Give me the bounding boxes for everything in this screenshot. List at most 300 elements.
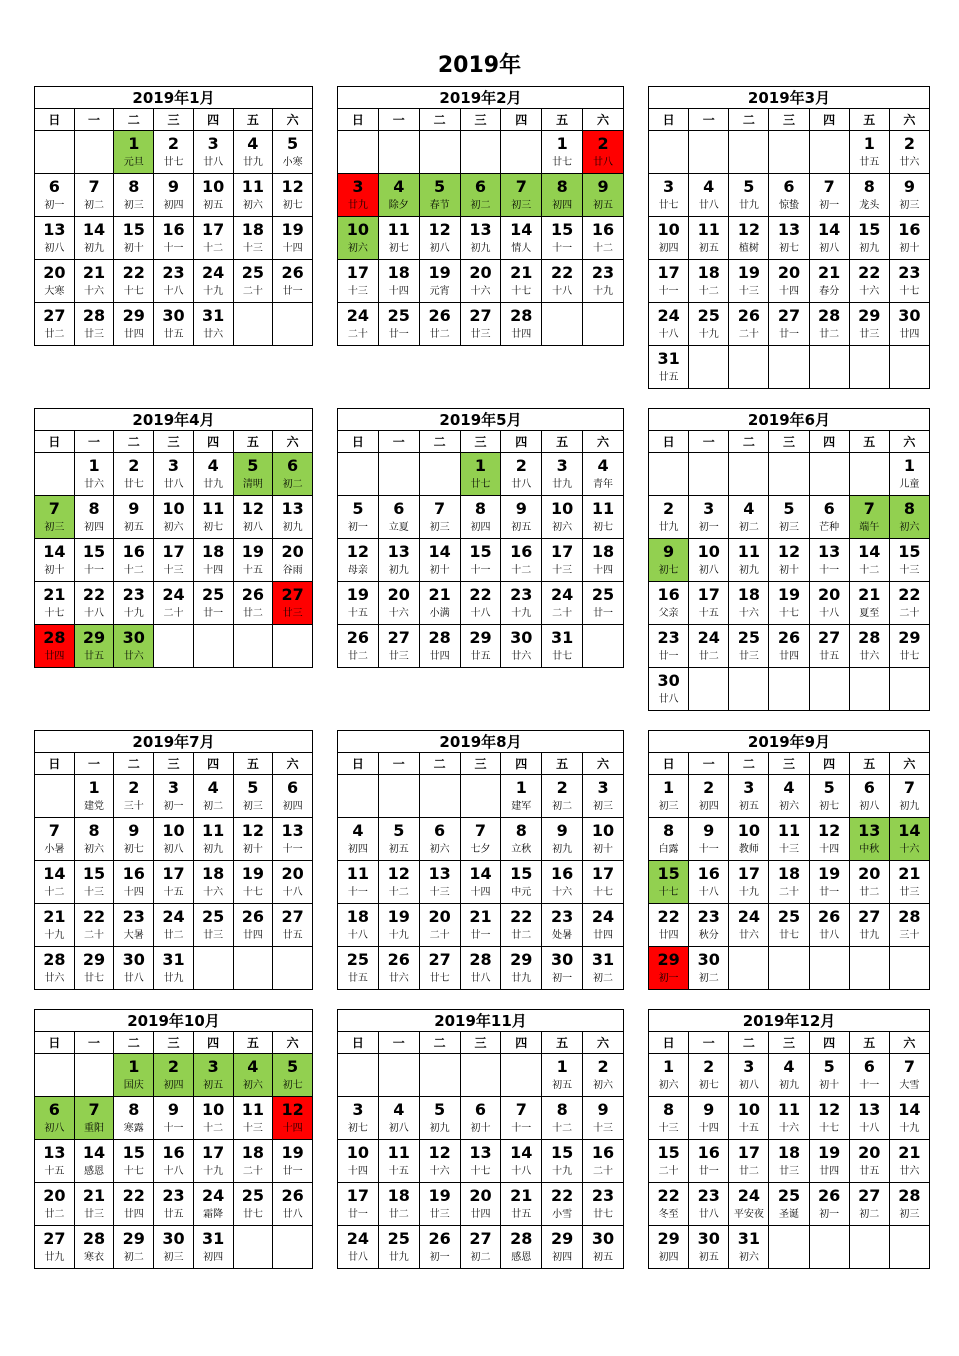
- day-number: 13: [281, 499, 304, 518]
- day-cell: [769, 539, 809, 582]
- lunar-label: 廿五: [859, 157, 880, 168]
- lunar-label: 廿二: [44, 329, 65, 340]
- day-number: 15: [122, 1143, 145, 1162]
- day-number: 27: [281, 907, 304, 926]
- day-cell: [233, 496, 273, 539]
- day-cell: [809, 775, 849, 818]
- lunar-label: 建党: [84, 801, 105, 812]
- day-cell: [378, 861, 419, 904]
- day-number: 26: [818, 907, 841, 926]
- day-cell: [583, 1054, 624, 1097]
- weekday-header: 六: [583, 109, 624, 131]
- lunar-label: 廿三: [778, 1166, 799, 1177]
- empty-day-cell: [419, 1054, 460, 1097]
- lunar-label: 廿九: [44, 1252, 65, 1263]
- month-calendar: [648, 1009, 930, 1269]
- day-number: 14: [43, 542, 66, 561]
- lunar-label: 父亲: [658, 608, 679, 619]
- lunar-label: 十一: [470, 565, 491, 576]
- day-cell: [689, 174, 729, 217]
- day-cell: [849, 582, 889, 625]
- day-number: 28: [898, 1186, 921, 1205]
- lunar-label: 惊蛰: [778, 200, 799, 211]
- day-number: 6: [863, 1057, 875, 1076]
- day-cell: [338, 947, 379, 990]
- day-number: 11: [202, 821, 225, 840]
- day-number: 28: [428, 628, 451, 647]
- day-cell: [35, 861, 75, 904]
- lunar-label: 初五: [738, 801, 759, 812]
- day-number: 26: [281, 263, 304, 282]
- day-number: 24: [551, 585, 574, 604]
- day-number: 18: [202, 864, 225, 883]
- day-cell: [74, 1183, 114, 1226]
- lunar-label: 初一: [347, 522, 368, 533]
- lunar-label: 廿六: [84, 479, 105, 490]
- day-cell: [889, 625, 929, 668]
- empty-day-cell: [769, 1226, 809, 1269]
- day-cell: [501, 1097, 542, 1140]
- day-cell: [849, 539, 889, 582]
- lunar-label: 十二: [698, 286, 719, 297]
- day-cell: [501, 625, 542, 668]
- day-cell: [729, 1097, 769, 1140]
- lunar-label: 端午: [859, 522, 880, 533]
- day-number: 17: [591, 864, 615, 883]
- empty-day-cell: [769, 947, 809, 990]
- lunar-label: 十三: [899, 565, 920, 576]
- lunar-label: 初二: [123, 1252, 144, 1263]
- day-number: 6: [48, 177, 60, 196]
- lunar-label: 廿一: [593, 608, 614, 619]
- lunar-label: 初六: [738, 1252, 759, 1263]
- day-cell: [193, 1140, 233, 1183]
- empty-day-cell: [378, 1054, 419, 1097]
- empty-day-cell: [649, 131, 689, 174]
- weekday-header: 四: [809, 109, 849, 131]
- day-number: 8: [88, 821, 100, 840]
- lunar-label: 初三: [44, 522, 65, 533]
- weekday-header: 六: [273, 753, 313, 775]
- day-number: 14: [510, 1143, 533, 1162]
- day-number: 15: [82, 542, 106, 561]
- day-cell: [338, 217, 379, 260]
- lunar-label: 廿七: [470, 479, 491, 490]
- lunar-label: 十四: [203, 565, 224, 576]
- lunar-label: 廿六: [738, 930, 759, 941]
- weekday-header: 四: [809, 431, 849, 453]
- day-number: 14: [82, 1143, 106, 1162]
- lunar-label: 初四: [282, 801, 303, 812]
- day-cell: [729, 496, 769, 539]
- day-cell: [378, 217, 419, 260]
- weekday-header: 日: [338, 431, 379, 453]
- weekday-header: 二: [419, 109, 460, 131]
- empty-day-cell: [809, 947, 849, 990]
- lunar-label: 二十: [899, 608, 920, 619]
- day-cell: [273, 131, 313, 174]
- lunar-label: 初七: [123, 844, 144, 855]
- day-number: 6: [783, 177, 795, 196]
- day-cell: [649, 904, 689, 947]
- lunar-label: 廿九: [738, 200, 759, 211]
- day-number: 2: [167, 1057, 180, 1076]
- day-cell: [849, 1183, 889, 1226]
- day-cell: [849, 303, 889, 346]
- lunar-label: 初六: [552, 522, 573, 533]
- day-number: 11: [241, 177, 264, 196]
- day-number: 10: [202, 1100, 225, 1119]
- empty-day-cell: [233, 947, 273, 990]
- lunar-label: 初八: [242, 522, 263, 533]
- day-number: 5: [287, 1057, 299, 1076]
- day-number: 25: [387, 306, 410, 325]
- day-number: 30: [162, 306, 185, 325]
- day-number: 31: [202, 306, 225, 325]
- lunar-label: 廿六: [123, 651, 144, 662]
- day-number: 3: [207, 134, 219, 153]
- day-cell: [114, 1183, 154, 1226]
- day-number: 14: [858, 542, 881, 561]
- weekday-header: 三: [154, 109, 194, 131]
- weekday-header: 五: [233, 109, 273, 131]
- day-cell: [154, 1226, 194, 1269]
- lunar-label: 初八: [163, 844, 184, 855]
- day-number: 2: [597, 134, 609, 153]
- lunar-label: 龙头: [859, 200, 880, 211]
- day-cell: [419, 904, 460, 947]
- day-number: 10: [346, 1143, 370, 1162]
- day-cell: [460, 1140, 501, 1183]
- day-cell: [689, 1140, 729, 1183]
- day-cell: [378, 260, 419, 303]
- day-number: 15: [122, 220, 145, 239]
- day-number: 27: [43, 1229, 66, 1248]
- day-number: 22: [657, 907, 680, 926]
- lunar-label: 廿四: [819, 1166, 840, 1177]
- lunar-label: 元旦: [123, 157, 144, 168]
- lunar-label: 十五: [347, 608, 368, 619]
- lunar-label: 廿二: [429, 329, 450, 340]
- day-number: 22: [82, 907, 106, 926]
- weekday-header: 日: [649, 109, 689, 131]
- day-number: 16: [122, 542, 145, 561]
- lunar-label: 廿八: [282, 1209, 303, 1220]
- day-cell: [889, 174, 929, 217]
- day-cell: [114, 582, 154, 625]
- lunar-label: 十一: [819, 565, 840, 576]
- lunar-label: 初一: [44, 200, 65, 211]
- day-number: 2: [903, 134, 915, 153]
- day-number: 31: [551, 628, 574, 647]
- empty-day-cell: [419, 453, 460, 496]
- weekday-header: 一: [378, 753, 419, 775]
- lunar-label: 初二: [203, 801, 224, 812]
- lunar-label: 初六: [347, 243, 368, 254]
- day-number: 1: [88, 778, 100, 797]
- day-cell: [273, 260, 313, 303]
- weekday-header: 日: [649, 431, 689, 453]
- day-number: 2: [556, 778, 568, 797]
- empty-day-cell: [273, 625, 313, 668]
- day-number: 14: [43, 864, 66, 883]
- day-cell: [501, 174, 542, 217]
- day-cell: [889, 582, 929, 625]
- lunar-label: 七夕: [470, 844, 491, 855]
- day-cell: [649, 1183, 689, 1226]
- weekday-header: 日: [35, 431, 75, 453]
- day-number: 20: [428, 907, 451, 926]
- day-number: 18: [202, 542, 225, 561]
- day-cell: [154, 904, 194, 947]
- day-number: 21: [898, 864, 921, 883]
- weekday-header: 五: [849, 1032, 889, 1054]
- lunar-label: 十八: [859, 1123, 880, 1134]
- day-number: 17: [162, 864, 185, 883]
- day-number: 22: [122, 263, 145, 282]
- day-cell: [378, 904, 419, 947]
- empty-day-cell: [689, 668, 729, 711]
- lunar-label: 处暑: [552, 930, 573, 941]
- lunar-label: 十七: [123, 1166, 144, 1177]
- day-number: 9: [703, 1100, 715, 1119]
- lunar-label: 重阳: [84, 1123, 105, 1134]
- lunar-label: 初二: [593, 973, 614, 984]
- day-number: 22: [898, 585, 921, 604]
- day-cell: [378, 1226, 419, 1269]
- day-cell: [769, 1097, 809, 1140]
- lunar-label: 十一: [282, 844, 303, 855]
- empty-day-cell: [233, 625, 273, 668]
- lunar-label: 十八: [470, 608, 491, 619]
- weekday-header: 一: [689, 109, 729, 131]
- lunar-label: 廿五: [282, 930, 303, 941]
- day-cell: [583, 453, 624, 496]
- day-cell: [378, 174, 419, 217]
- lunar-label: 廿二: [163, 930, 184, 941]
- day-number: 23: [122, 907, 145, 926]
- day-cell: [35, 947, 75, 990]
- day-cell: [114, 1226, 154, 1269]
- lunar-label: 初二: [552, 801, 573, 812]
- day-cell: [889, 775, 929, 818]
- day-number: 10: [162, 499, 185, 518]
- lunar-label: 初十: [593, 844, 614, 855]
- day-cell: [649, 346, 689, 389]
- day-cell: [729, 775, 769, 818]
- lunar-label: 廿七: [593, 1209, 614, 1220]
- day-number: 8: [556, 1100, 568, 1119]
- day-cell: [689, 1226, 729, 1269]
- day-cell: [74, 775, 114, 818]
- day-cell: [154, 818, 194, 861]
- day-number: 23: [591, 1186, 615, 1205]
- day-cell: [114, 947, 154, 990]
- day-number: 9: [167, 1100, 180, 1119]
- day-number: 11: [777, 1100, 801, 1119]
- lunar-label: 十六: [778, 1123, 799, 1134]
- day-cell: [649, 1097, 689, 1140]
- day-number: 22: [551, 1186, 574, 1205]
- day-number: 4: [783, 1057, 795, 1076]
- day-cell: [809, 260, 849, 303]
- day-cell: [338, 260, 379, 303]
- day-number: 12: [281, 177, 304, 196]
- day-cell: [809, 861, 849, 904]
- lunar-label: 廿五: [163, 1209, 184, 1220]
- day-number: 2: [515, 456, 527, 475]
- day-number: 7: [515, 1100, 527, 1119]
- day-number: 1: [474, 456, 487, 475]
- day-number: 23: [551, 907, 574, 926]
- day-cell: [501, 1226, 542, 1269]
- day-number: 25: [346, 950, 370, 969]
- lunar-label: 初九: [859, 243, 880, 254]
- day-number: 13: [818, 542, 841, 561]
- lunar-label: 十五: [388, 1166, 409, 1177]
- lunar-label: 初九: [84, 243, 105, 254]
- day-number: 21: [510, 1186, 533, 1205]
- lunar-label: 夏至: [859, 608, 880, 619]
- day-number: 7: [903, 778, 915, 797]
- day-cell: [193, 131, 233, 174]
- lunar-label: 廿七: [163, 157, 184, 168]
- day-number: 10: [737, 1100, 760, 1119]
- day-cell: [338, 904, 379, 947]
- day-number: 15: [898, 542, 921, 561]
- day-number: 21: [43, 585, 66, 604]
- day-cell: [849, 174, 889, 217]
- lunar-label: 初三: [511, 200, 532, 211]
- lunar-label: 母亲: [347, 565, 368, 576]
- day-number: 21: [858, 585, 881, 604]
- day-cell: [273, 1054, 313, 1097]
- day-cell: [74, 174, 114, 217]
- day-number: 12: [818, 821, 841, 840]
- empty-day-cell: [809, 131, 849, 174]
- lunar-label: 十九: [388, 930, 409, 941]
- day-cell: [649, 174, 689, 217]
- day-cell: [114, 1054, 154, 1097]
- day-cell: [460, 1226, 501, 1269]
- day-number: 9: [597, 177, 609, 196]
- lunar-label: 十三: [347, 286, 368, 297]
- month-calendar: [337, 408, 624, 668]
- lunar-label: 二十: [593, 1166, 614, 1177]
- empty-day-cell: [849, 668, 889, 711]
- lunar-label: 十七: [819, 1123, 840, 1134]
- lunar-label: 二十: [242, 286, 263, 297]
- lunar-label: 廿五: [819, 651, 840, 662]
- day-cell: [583, 904, 624, 947]
- day-number: 5: [247, 456, 259, 475]
- day-number: 13: [43, 220, 66, 239]
- lunar-label: 初六: [163, 522, 184, 533]
- day-number: 29: [858, 306, 881, 325]
- lunar-label: 十一: [163, 1123, 184, 1134]
- day-number: 30: [591, 1229, 615, 1248]
- lunar-label: 廿六: [203, 329, 224, 340]
- lunar-label: 廿八: [470, 973, 491, 984]
- lunar-label: 冬至: [658, 1209, 679, 1220]
- lunar-label: 廿一: [203, 608, 224, 619]
- empty-day-cell: [193, 625, 233, 668]
- day-number: 29: [657, 1229, 680, 1248]
- lunar-label: 十九: [44, 930, 65, 941]
- day-number: 28: [858, 628, 881, 647]
- lunar-label: 廿四: [899, 329, 920, 340]
- day-cell: [419, 539, 460, 582]
- day-number: 9: [128, 499, 140, 518]
- lunar-label: 初二: [698, 973, 719, 984]
- lunar-label: 十九: [203, 1166, 224, 1177]
- day-number: 10: [697, 542, 720, 561]
- day-number: 20: [387, 585, 410, 604]
- lunar-label: 廿三: [470, 329, 491, 340]
- day-number: 16: [697, 864, 720, 883]
- weekday-header: 二: [114, 753, 154, 775]
- day-number: 10: [657, 220, 680, 239]
- day-number: 11: [202, 499, 225, 518]
- weekday-header: 六: [273, 1032, 313, 1054]
- day-number: 15: [657, 1143, 680, 1162]
- day-cell: [849, 496, 889, 539]
- lunar-label: 廿二: [347, 651, 368, 662]
- day-cell: [74, 861, 114, 904]
- lunar-label: 十二: [203, 1123, 224, 1134]
- day-cell: [193, 539, 233, 582]
- day-number: 24: [202, 263, 225, 282]
- empty-day-cell: [460, 775, 501, 818]
- day-number: 21: [82, 1186, 106, 1205]
- day-number: 29: [122, 1229, 145, 1248]
- day-cell: [809, 303, 849, 346]
- day-number: 26: [346, 628, 370, 647]
- day-number: 13: [428, 864, 451, 883]
- day-number: 27: [858, 907, 881, 926]
- day-number: 18: [241, 1143, 264, 1162]
- empty-day-cell: [74, 1054, 114, 1097]
- empty-day-cell: [769, 453, 809, 496]
- lunar-label: 初五: [593, 1252, 614, 1263]
- day-number: 18: [777, 1143, 801, 1162]
- day-cell: [114, 131, 154, 174]
- lunar-label: 廿九: [388, 1252, 409, 1263]
- lunar-label: 廿九: [552, 479, 573, 490]
- day-cell: [889, 303, 929, 346]
- day-number: 11: [591, 499, 615, 518]
- day-cell: [583, 775, 624, 818]
- day-cell: [889, 217, 929, 260]
- day-cell: [460, 539, 501, 582]
- weekday-header: 一: [74, 753, 114, 775]
- day-number: 25: [737, 628, 760, 647]
- empty-day-cell: [849, 947, 889, 990]
- lunar-label: 芒种: [819, 522, 840, 533]
- lunar-label: 十七: [470, 1166, 491, 1177]
- day-number: 1: [556, 134, 568, 153]
- lunar-label: 初五: [511, 522, 532, 533]
- weekday-header: 四: [809, 753, 849, 775]
- day-cell: [273, 818, 313, 861]
- day-number: 3: [167, 456, 180, 475]
- day-number: 12: [428, 1143, 451, 1162]
- lunar-label: 十六: [859, 286, 880, 297]
- day-cell: [689, 625, 729, 668]
- day-number: 17: [346, 1186, 370, 1205]
- lunar-label: 十二: [593, 243, 614, 254]
- lunar-label: 二十: [242, 1166, 263, 1177]
